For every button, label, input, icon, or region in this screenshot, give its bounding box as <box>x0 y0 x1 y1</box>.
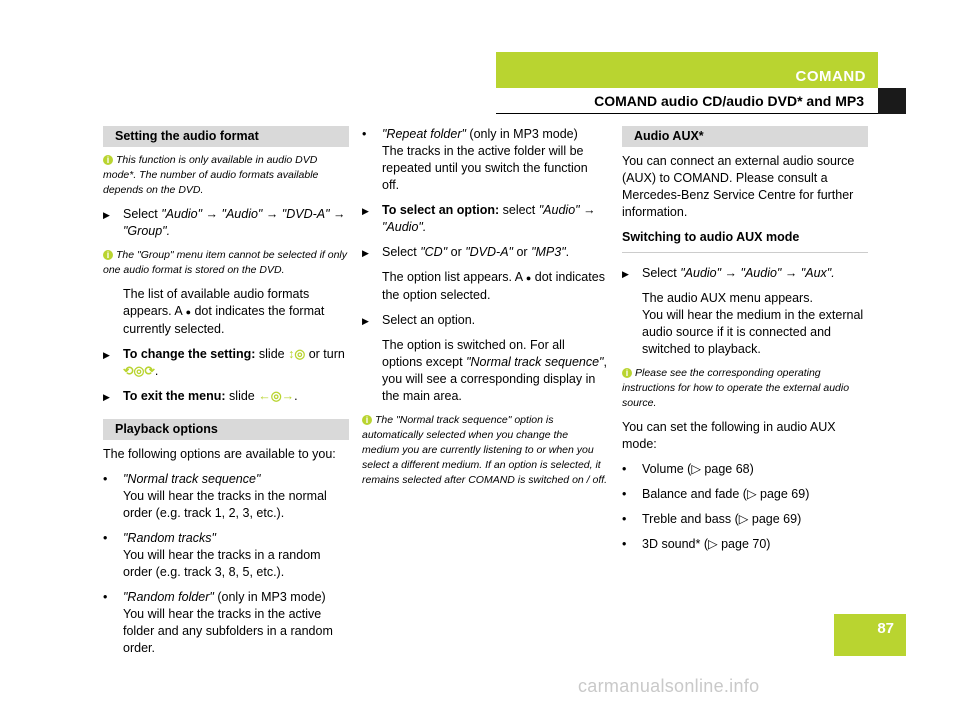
list-item: • 3D sound* (▷ page 70) <box>622 537 771 551</box>
info-note: i Please see the corresponding operating instructions for how to operate the external audio source. <box>622 367 850 409</box>
column-2 <box>362 126 608 496</box>
info-icon: i <box>103 155 113 165</box>
list-item: • Balance and fade (▷ page 69) <box>622 487 810 501</box>
page-title: COMAND audio CD/audio DVD* and MP3 <box>594 93 864 109</box>
paragraph: The option is switched on. For all options except "Normal track sequence", you will see a corresponding display in the main area. <box>382 338 607 403</box>
info-icon: i <box>103 250 113 260</box>
list-item: • "Random tracks" You will hear the tracks in a random order (e.g. track 3, 8, 5, etc.). <box>103 531 321 579</box>
column-1 <box>103 126 349 665</box>
step-select-medium: ▶ Select "CD" or "DVD-A" or "MP3". <box>362 244 608 261</box>
list-item: • "Normal track sequence" You will hear the tracks in the normal order (e.g. track 1, 2, 3, etc.). <box>103 472 327 520</box>
paragraph: You will hear the medium in the external audio source if it is connected and switched to playback. <box>642 308 864 356</box>
dot-icon: ● <box>525 273 532 283</box>
subheading: Switching to audio AUX mode <box>622 229 868 253</box>
paragraph: You can connect an external audio source (AUX) to COMAND. Please consult a Mercedes-Benz Service Centre for further information. <box>622 154 855 219</box>
step-select-option: ▶ To select an option: select "Audio" → "Audio". <box>362 202 608 236</box>
paragraph: The option list appears. A ● dot indicates the option selected. <box>382 270 605 302</box>
heading-audio-aux: Audio AUX* <box>622 126 868 147</box>
paragraph: The list of available audio formats appears. A ● dot indicates the format currently selected. <box>123 287 325 336</box>
slide-left-right-icon: ←◎→ <box>258 389 295 403</box>
dot-icon: ● <box>185 307 191 317</box>
slide-up-down-icon: ↕◎ <box>288 347 306 361</box>
page-number: 87 <box>877 620 894 637</box>
list-item: • "Random folder" (only in MP3 mode) You will hear the tracks in the active folder and any subfolders in a random order. <box>103 590 333 655</box>
heading-playback-options: Playback options <box>103 419 349 440</box>
turn-knob-icon: ⟲◎⟳ <box>123 364 155 378</box>
step-select-group: ▶ Select "Audio" → "Audio" → "DVD-A" → "Group". <box>103 206 349 240</box>
paragraph: The following options are available to you: <box>103 447 336 461</box>
list-item: • "Repeat folder" (only in MP3 mode) The tracks in the active folder will be repeated until you switch the function off. <box>362 127 588 192</box>
section-label: COMAND <box>795 68 866 85</box>
list-item: • Treble and bass (▷ page 69) <box>622 512 802 526</box>
section-tab <box>496 52 878 88</box>
watermark: carmanualsonline.info <box>578 676 760 696</box>
page-number-box <box>834 614 906 656</box>
step-exit-menu: ▶ To exit the menu: slide ←◎→. <box>103 388 349 405</box>
step-select-an-option: ▶ Select an option. <box>362 312 608 329</box>
header-rule <box>496 113 878 114</box>
info-note: i The "Normal track sequence" option is automatically selected when you change the medium you are currently listening to or when you select a different medium. If an option is selected, it remains selected after COMAND is switched on / off. <box>362 414 608 486</box>
paragraph: The audio AUX menu appears. <box>642 291 813 305</box>
list-item: • Volume (▷ page 68) <box>622 462 754 476</box>
heading-setting-audio-format: Setting the audio format <box>103 126 349 147</box>
info-icon: i <box>362 415 372 425</box>
info-note: i This function is only available in audio DVD mode*. The number of audio formats available depends on the DVD. <box>103 154 319 196</box>
info-icon: i <box>622 368 632 378</box>
step-change-setting: ▶ To change the setting: slide ↕◎ or turn ⟲◎⟳. <box>103 346 349 380</box>
step-select-aux: ▶ Select "Audio" → "Audio" → "Aux". <box>622 265 868 282</box>
paragraph: You can set the following in audio AUX mode: <box>622 420 836 451</box>
info-note: i The "Group" menu item cannot be selected if only one audio format is stored on the DVD. <box>103 249 347 276</box>
corner-marker <box>878 88 906 114</box>
column-3 <box>622 126 868 561</box>
